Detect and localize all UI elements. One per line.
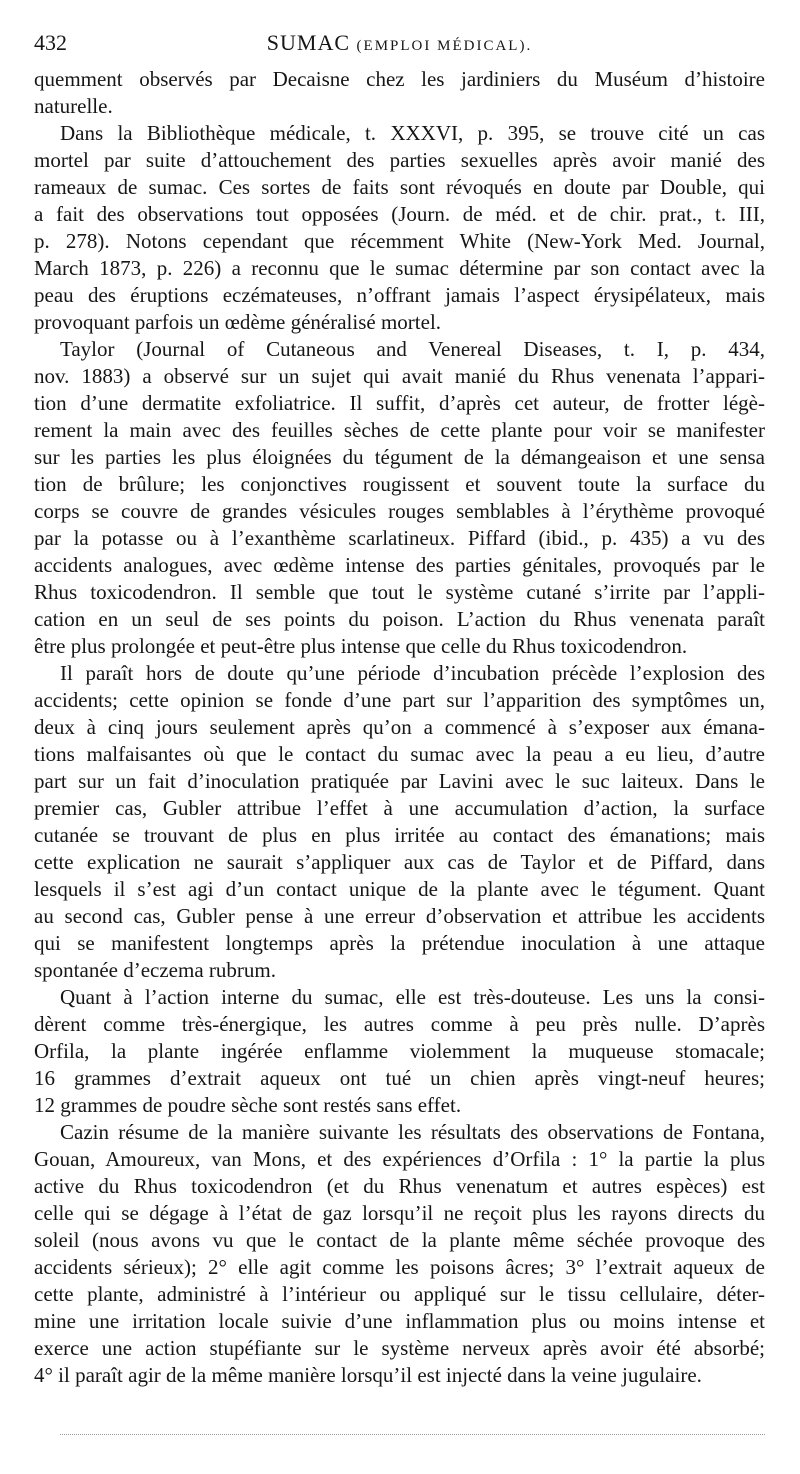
text-line: p. 278). Notons cependant que récemment White (New-York Med. Journal, — [34, 229, 765, 253]
text-line: rement la main avec des feuilles sèches de cette plante pour voir se manifester — [34, 418, 765, 442]
text-line: 12 grammes de poudre sèche sont restés sans effet. — [34, 1093, 462, 1117]
text-line: nov. 1883) a observé sur un sujet qui avait manié du Rhus venenata l’appari- — [34, 364, 765, 388]
page-number: 432 — [34, 30, 67, 55]
text-line: Cazin résume de la manière suivante les résultats des observations de Fontana, — [60, 1120, 765, 1144]
text-line: 16 grammes d’extrait aqueux ont tué un chien après vingt-neuf heures; — [34, 1066, 765, 1090]
text-line: tion d’une dermatite exfoliatrice. Il suffit, d’après cet auteur, de frotter légè- — [34, 391, 765, 415]
text-line: lesquels il s’est agi d’un contact unique de la plante avec le tégument. Quant — [34, 877, 765, 901]
text-line: Rhus toxicodendron. Il semble que tout le système cutané s’irrite par l’appli- — [34, 580, 765, 604]
text-line: tion de brûlure; les conjonctives rougissent et souvent toute la surface du — [34, 472, 765, 496]
text-line: mine une irritation locale suivie d’une inflammation plus ou moins intense et — [34, 1309, 765, 1333]
text-line: dèrent comme très-énergique, les autres comme à peu près nulle. D’après — [34, 1012, 765, 1036]
text-line: celle qui se dégage à l’état de gaz lorsqu’il ne reçoit plus les rayons directs du — [34, 1201, 765, 1225]
text-line: exerce une action stupéfiante sur le système nerveux après avoir été absorbé; — [34, 1336, 765, 1360]
text-line: rameaux de sumac. Ces sortes de faits sont révoqués en doute par Double, qui — [34, 175, 765, 199]
text-line: accidents analogues, avec œdème intense des parties génitales, provoqués par le — [34, 553, 765, 577]
text-line: spontanée d’eczema rubrum. — [34, 958, 276, 982]
text-line: cette explication ne saurait s’appliquer aux cas de Taylor et de Piffard, dans — [34, 850, 765, 874]
text-line: cette plante, administré à l’intérieur ou appliqué sur le tissu cellulaire, déter- — [34, 1282, 765, 1306]
text-line: cation en un seul de ses points du poison. L’action du Rhus venenata paraît — [34, 607, 765, 631]
text-line: au second cas, Gubler pense à une erreur d’observation et attribue les accidents — [34, 904, 765, 928]
text-line: Quant à l’action interne du sumac, elle est très-douteuse. Les uns la consi- — [60, 985, 765, 1009]
text-line: mortel par suite d’attouchement des parties sexuelles après avoir manié des — [34, 148, 765, 172]
text-line: cutanée se trouvant de plus en plus irritée au contact des émanations; mais — [34, 823, 765, 847]
text-line: 4° il paraît agir de la même manière lorsqu’il est injecté dans la veine jugulaire. — [34, 1363, 702, 1387]
text-line: active du Rhus toxicodendron (et du Rhus venenatum et autres espèces) est — [34, 1174, 765, 1198]
text-line: par la potasse ou à l’exanthème scarlatineux. Piffard (ibid., p. 435) a vu des — [34, 526, 765, 550]
text-line: sur les parties les plus éloignées du tégument de la démangeaison et une sensa — [34, 445, 765, 469]
text-line: Il paraît hors de doute qu’une période d’incubation précède l’explosion des — [60, 661, 765, 685]
text-line: premier cas, Gubler attribue l’effet à une accumulation d’action, la surface — [34, 796, 765, 820]
running-title — [34, 30, 765, 56]
text-line: accidents sérieux); 2° elle agit comme les poisons âcres; 3° l’extrait aqueux de — [34, 1255, 765, 1279]
body-text — [34, 66, 765, 1389]
text-line: soleil (nous avons vu que le contact de la plante même séchée provoque des — [34, 1228, 765, 1252]
page-header — [34, 30, 765, 66]
text-line: part sur un fait d’inoculation pratiquée par Lavini avec le suc laiteux. Dans le — [34, 769, 765, 793]
text-line: Dans la Bibliothèque médicale, t. XXXVI, p. 395, se trouve cité un cas — [60, 121, 765, 145]
text-line: Gouan, Amoureux, van Mons, et des expériences d’Orfila : 1° la partie la plus — [34, 1147, 765, 1171]
book-page — [34, 30, 765, 1389]
footer-rule — [60, 1434, 765, 1435]
text-line: accidents; cette opinion se fonde d’une part sur l’apparition des symptômes un, — [34, 688, 765, 712]
text-line: naturelle. — [34, 94, 113, 118]
text-line: tions malfaisantes où que le contact du sumac avec la peau a eu lieu, d’autre — [34, 742, 765, 766]
text-line: a fait des observations tout opposées (Journ. de méd. et de chir. prat., t. III, — [34, 202, 765, 226]
running-title-sub: (EMPLOI MÉDICAL). — [356, 38, 533, 54]
text-line: provoquant parfois un œdème généralisé mortel. — [34, 310, 442, 334]
text-line: quemment observés par Decaisne chez les jardiniers du Muséum d’histoire — [34, 67, 765, 91]
text-line: qui se manifestent longtemps après la prétendue inoculation à une attaque — [34, 931, 765, 955]
running-title-main: SUMAC — [266, 30, 351, 55]
text-line: corps se couvre de grandes vésicules rouges semblables à l’érythème provoqué — [34, 499, 765, 523]
text-line: Orfila, la plante ingérée enflamme violemment la muqueuse stomacale; — [34, 1039, 765, 1063]
text-line: Taylor (Journal of Cutaneous and Venereal Diseases, t. I, p. 434, — [60, 337, 765, 361]
text-line: deux à cinq jours seulement après qu’on a commencé à s’exposer aux émana- — [34, 715, 765, 739]
text-line: peau des éruptions eczémateuses, n’offrant jamais l’aspect érysipélateux, mais — [34, 283, 765, 307]
text-line: March 1873, p. 226) a reconnu que le sumac détermine par son contact avec la — [34, 256, 765, 280]
text-line: être plus prolongée et peut-être plus intense que celle du Rhus toxicodendron. — [34, 634, 688, 658]
